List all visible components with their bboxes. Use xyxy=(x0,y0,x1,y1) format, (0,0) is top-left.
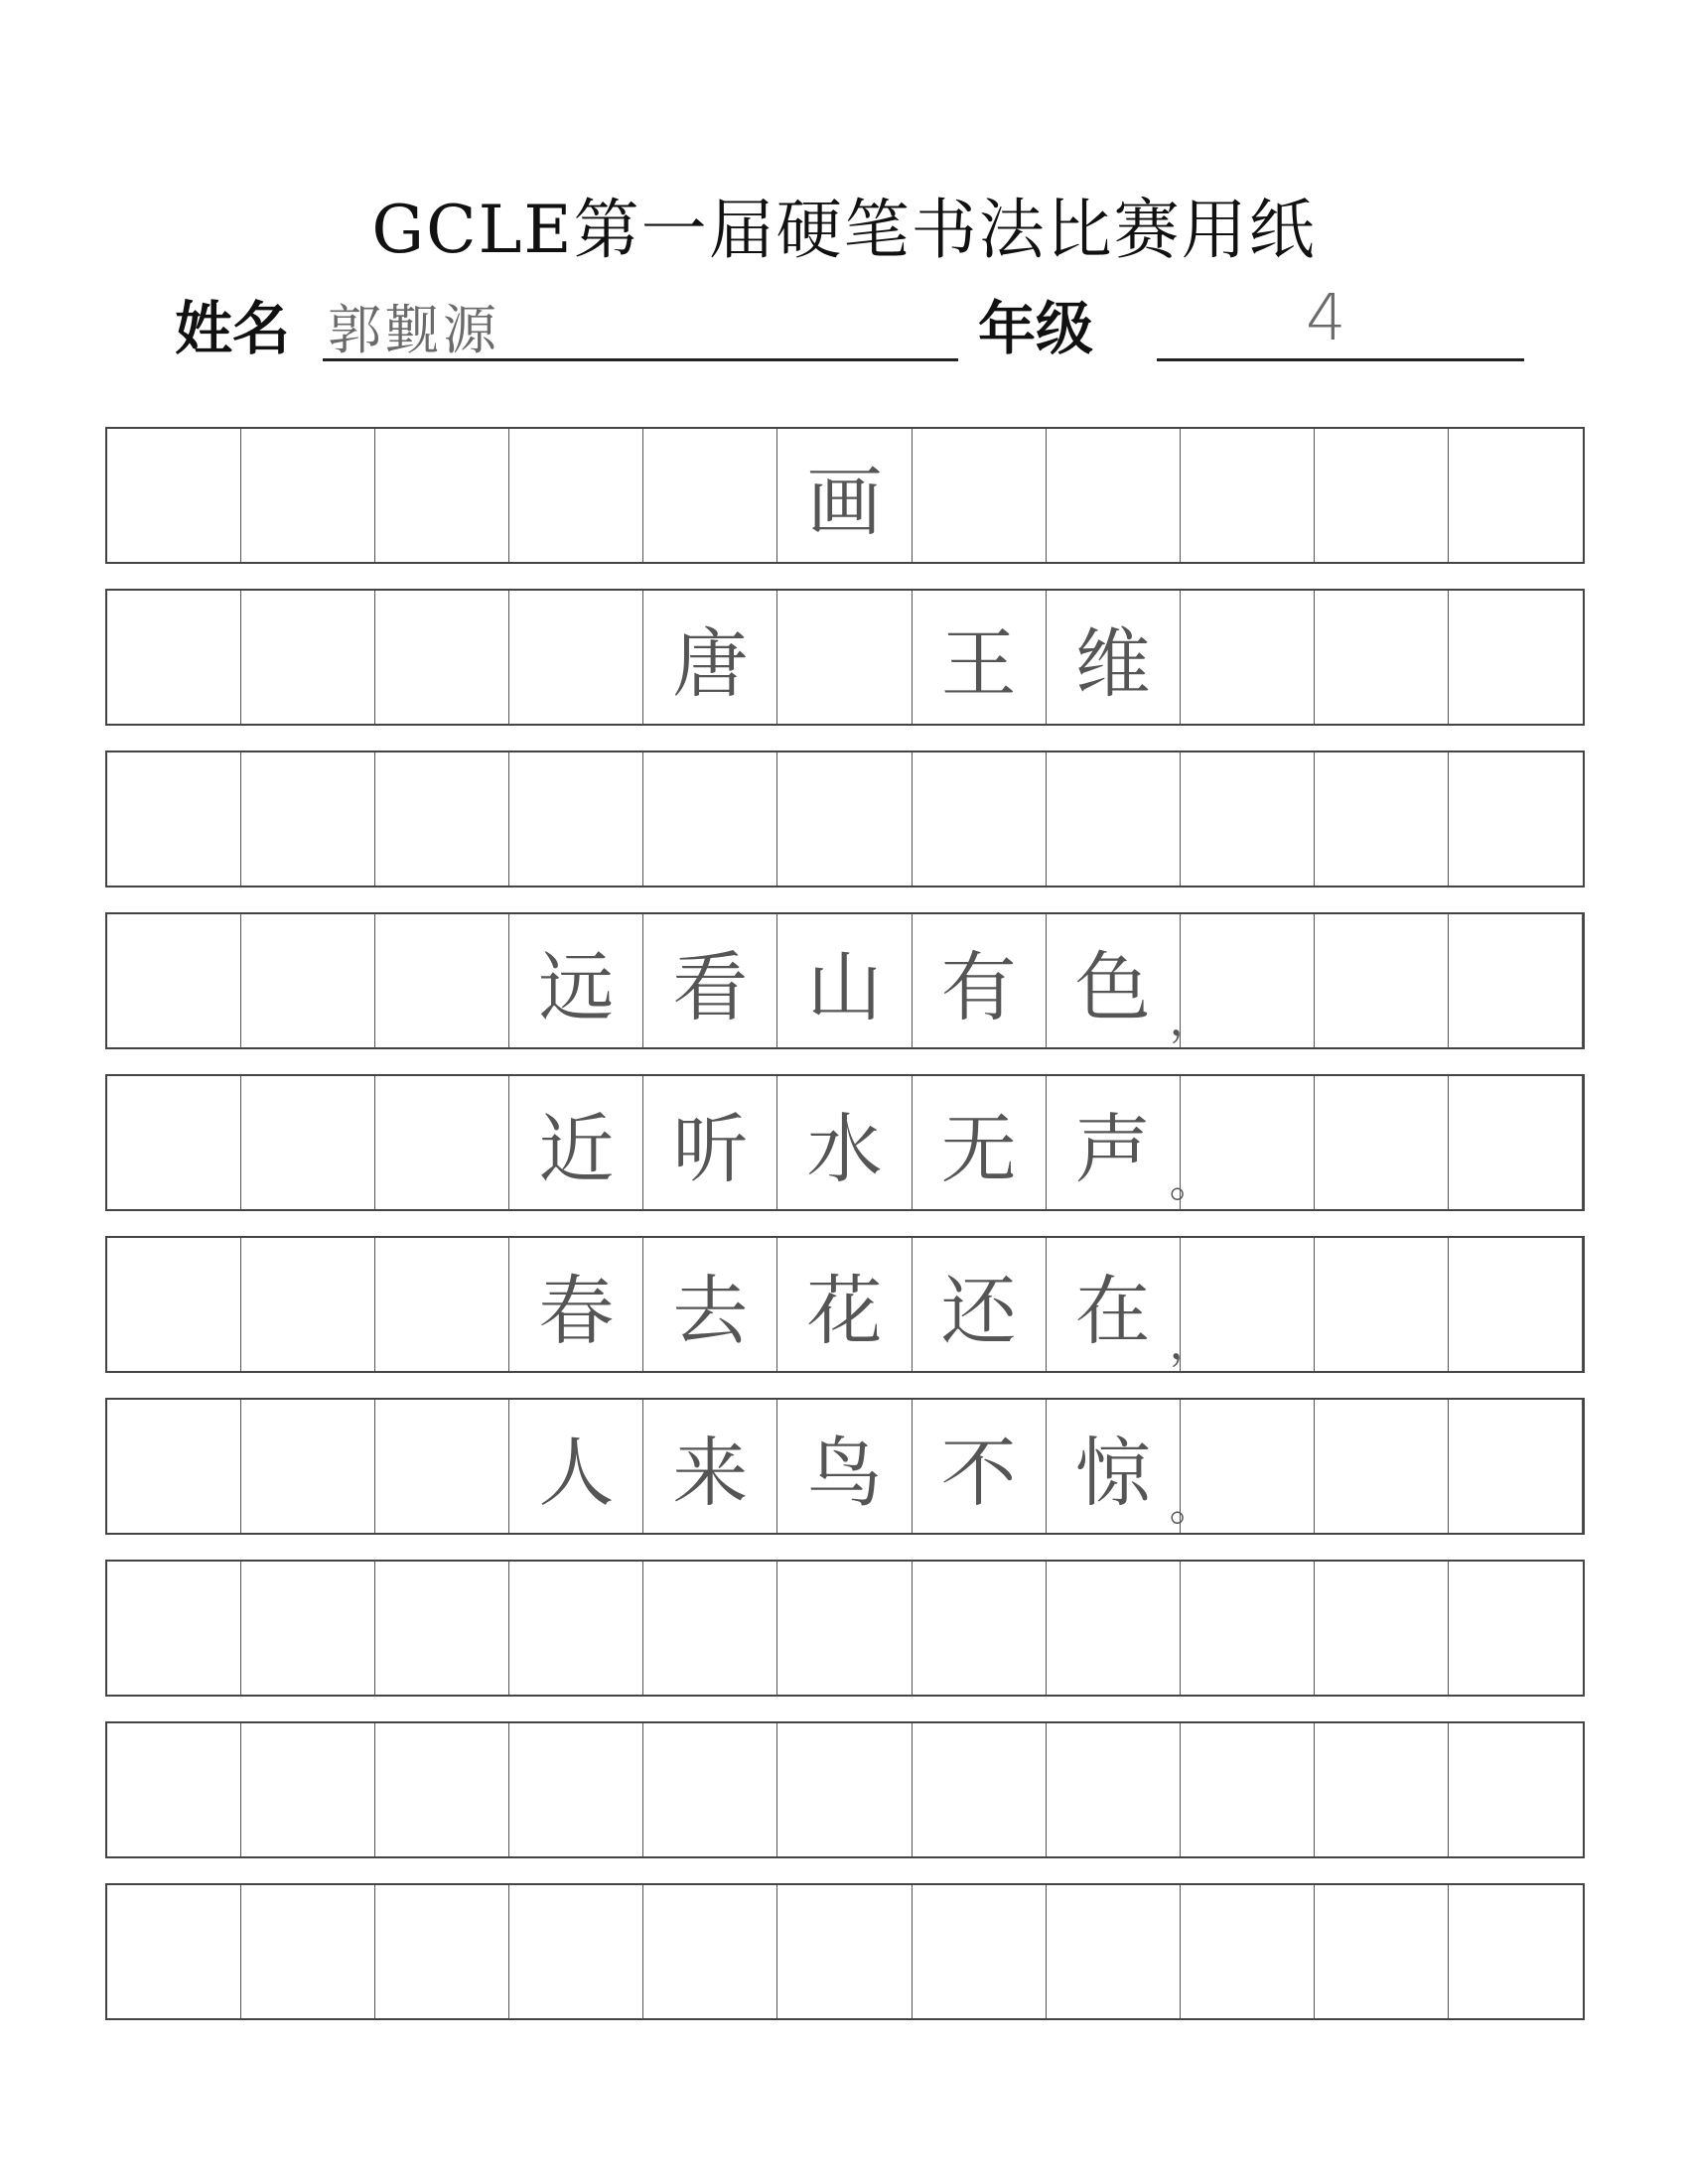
grid-cell xyxy=(107,1562,241,1695)
grid-cell xyxy=(777,1723,912,1856)
grid-cell: 远 xyxy=(509,914,643,1047)
grid-row xyxy=(105,912,1585,1049)
grid-row xyxy=(105,751,1585,887)
grid-cell xyxy=(375,1885,509,2018)
grid-cell xyxy=(1315,1400,1449,1533)
grid-cell xyxy=(913,1885,1047,2018)
grid-cell xyxy=(241,429,375,562)
grid-cell xyxy=(1315,914,1449,1047)
grade-label: 年级 xyxy=(978,295,1094,362)
grid-cell xyxy=(107,1076,241,1209)
grid-cell xyxy=(1449,591,1583,724)
grid-cell xyxy=(107,752,241,886)
name-label: 姓名 xyxy=(175,295,291,362)
grid-cell xyxy=(107,1238,241,1371)
grid-row xyxy=(105,1236,1585,1373)
grid-cell xyxy=(1047,1723,1181,1856)
grid-cell: 无 xyxy=(913,1076,1047,1209)
grid-cell xyxy=(643,1885,777,2018)
grid-cell xyxy=(1181,591,1315,724)
grid-cell xyxy=(241,1238,375,1371)
grid-cell xyxy=(913,1723,1047,1856)
grid-cell xyxy=(107,1885,241,2018)
grid-cell xyxy=(1449,1723,1583,1856)
grid-cell xyxy=(777,752,912,886)
grid-cell: 在 xyxy=(1047,1238,1181,1371)
grid-cell: 看 xyxy=(643,914,777,1047)
grid-cell xyxy=(241,752,375,886)
grid-cell xyxy=(107,1723,241,1856)
grid-cell xyxy=(375,1400,509,1533)
grid-cell: 有 xyxy=(913,914,1047,1047)
grid-cell xyxy=(1315,1885,1449,2018)
grid-cell xyxy=(375,914,509,1047)
name-underline xyxy=(323,358,958,361)
grid-cell: 听 xyxy=(643,1076,777,1209)
name-value: 郭觐源 xyxy=(328,299,500,361)
grid-row xyxy=(105,589,1585,726)
grid-cell: 近 xyxy=(509,1076,643,1209)
grid-cell xyxy=(1315,429,1449,562)
grid-cell xyxy=(643,429,777,562)
grid-cell xyxy=(1181,752,1315,886)
punctuation-mark: ， xyxy=(1169,995,1213,1045)
grid-cell xyxy=(1449,1238,1583,1371)
grid-cell xyxy=(375,591,509,724)
grid-cell xyxy=(1449,1885,1583,2018)
grid-cell xyxy=(1449,1400,1583,1533)
grid-cell xyxy=(241,1076,375,1209)
grid-cell xyxy=(643,1562,777,1695)
grid-cell xyxy=(375,1238,509,1371)
grid-cell xyxy=(913,752,1047,886)
grid-cell xyxy=(375,429,509,562)
punctuation-mark: 。 xyxy=(1169,1157,1213,1207)
grid-cell: 人 xyxy=(509,1400,643,1533)
grid-cell xyxy=(1315,591,1449,724)
grid-cell xyxy=(241,1400,375,1533)
grid-cell xyxy=(1047,752,1181,886)
grid-cell: 鸟 xyxy=(777,1400,912,1533)
grid-cell xyxy=(913,1562,1047,1695)
grid-cell: 花 xyxy=(777,1238,912,1371)
grid-cell xyxy=(509,1562,643,1695)
grade-value: 4 xyxy=(1306,282,1346,355)
grid-cell xyxy=(107,1400,241,1533)
grid-cell xyxy=(375,1723,509,1856)
grid-cell: 还 xyxy=(913,1238,1047,1371)
grid-cell xyxy=(241,1723,375,1856)
grid-row xyxy=(105,1883,1585,2020)
grid-cell xyxy=(241,1562,375,1695)
grid-cell xyxy=(1047,429,1181,562)
grid-cell xyxy=(1181,1885,1315,2018)
punctuation-mark: ， xyxy=(1169,1318,1213,1369)
grid-cell xyxy=(509,1885,643,2018)
grid-row xyxy=(105,1721,1585,1858)
grid-row xyxy=(105,1398,1585,1535)
grid-cell: 来 xyxy=(643,1400,777,1533)
grid-cell: 不 xyxy=(913,1400,1047,1533)
grid-cell xyxy=(1315,1723,1449,1856)
grid-cell: 山 xyxy=(777,914,912,1047)
grid-cell xyxy=(643,752,777,886)
grid-cell xyxy=(107,914,241,1047)
grid-row xyxy=(105,1074,1585,1211)
grid-cell xyxy=(777,591,912,724)
grid-cell xyxy=(1181,1562,1315,1695)
grid-cell xyxy=(1315,1076,1449,1209)
punctuation-mark: 。 xyxy=(1169,1480,1213,1531)
grid-cell xyxy=(509,429,643,562)
grid-cell: 惊 xyxy=(1047,1400,1181,1533)
grid-cell xyxy=(375,1562,509,1695)
grid-cell xyxy=(241,591,375,724)
grid-cell: 维 xyxy=(1047,591,1181,724)
grid-cell xyxy=(1449,1562,1583,1695)
grid-row xyxy=(105,1560,1585,1697)
grid-cell xyxy=(107,429,241,562)
grid-row xyxy=(105,427,1585,564)
grid-cell xyxy=(1315,1238,1449,1371)
grid-cell xyxy=(1315,1562,1449,1695)
grid-cell: 声 xyxy=(1047,1076,1181,1209)
grid-cell xyxy=(241,914,375,1047)
grid-cell: 王 xyxy=(913,591,1047,724)
grid-cell: 去 xyxy=(643,1238,777,1371)
grid-cell xyxy=(509,1723,643,1856)
grid-cell xyxy=(1047,1885,1181,2018)
grid-cell: 画 xyxy=(777,429,912,562)
grid-cell xyxy=(509,752,643,886)
grid-cell xyxy=(1449,1076,1583,1209)
grid-cell: 唐 xyxy=(643,591,777,724)
grade-underline xyxy=(1157,358,1524,361)
grid-cell xyxy=(1047,1562,1181,1695)
grid-cell: 春 xyxy=(509,1238,643,1371)
grid-cell xyxy=(1449,429,1583,562)
grid-cell xyxy=(1315,752,1449,886)
grid-cell xyxy=(107,591,241,724)
grid-cell xyxy=(1181,1723,1315,1856)
grid-cell xyxy=(509,591,643,724)
grid-cell xyxy=(777,1562,912,1695)
grid-cell xyxy=(1449,752,1583,886)
grid-cell xyxy=(241,1885,375,2018)
grid-cell xyxy=(1181,429,1315,562)
grid-cell xyxy=(777,1885,912,2018)
grid-cell xyxy=(913,429,1047,562)
grid-cell xyxy=(375,1076,509,1209)
grid-cell: 水 xyxy=(777,1076,912,1209)
grid-cell xyxy=(1449,914,1583,1047)
grid-cell: 色 xyxy=(1047,914,1181,1047)
grid-cell xyxy=(375,752,509,886)
grid-cell xyxy=(643,1723,777,1856)
page-title: GCLE第一届硬笔书法比赛用纸 xyxy=(371,192,1317,268)
